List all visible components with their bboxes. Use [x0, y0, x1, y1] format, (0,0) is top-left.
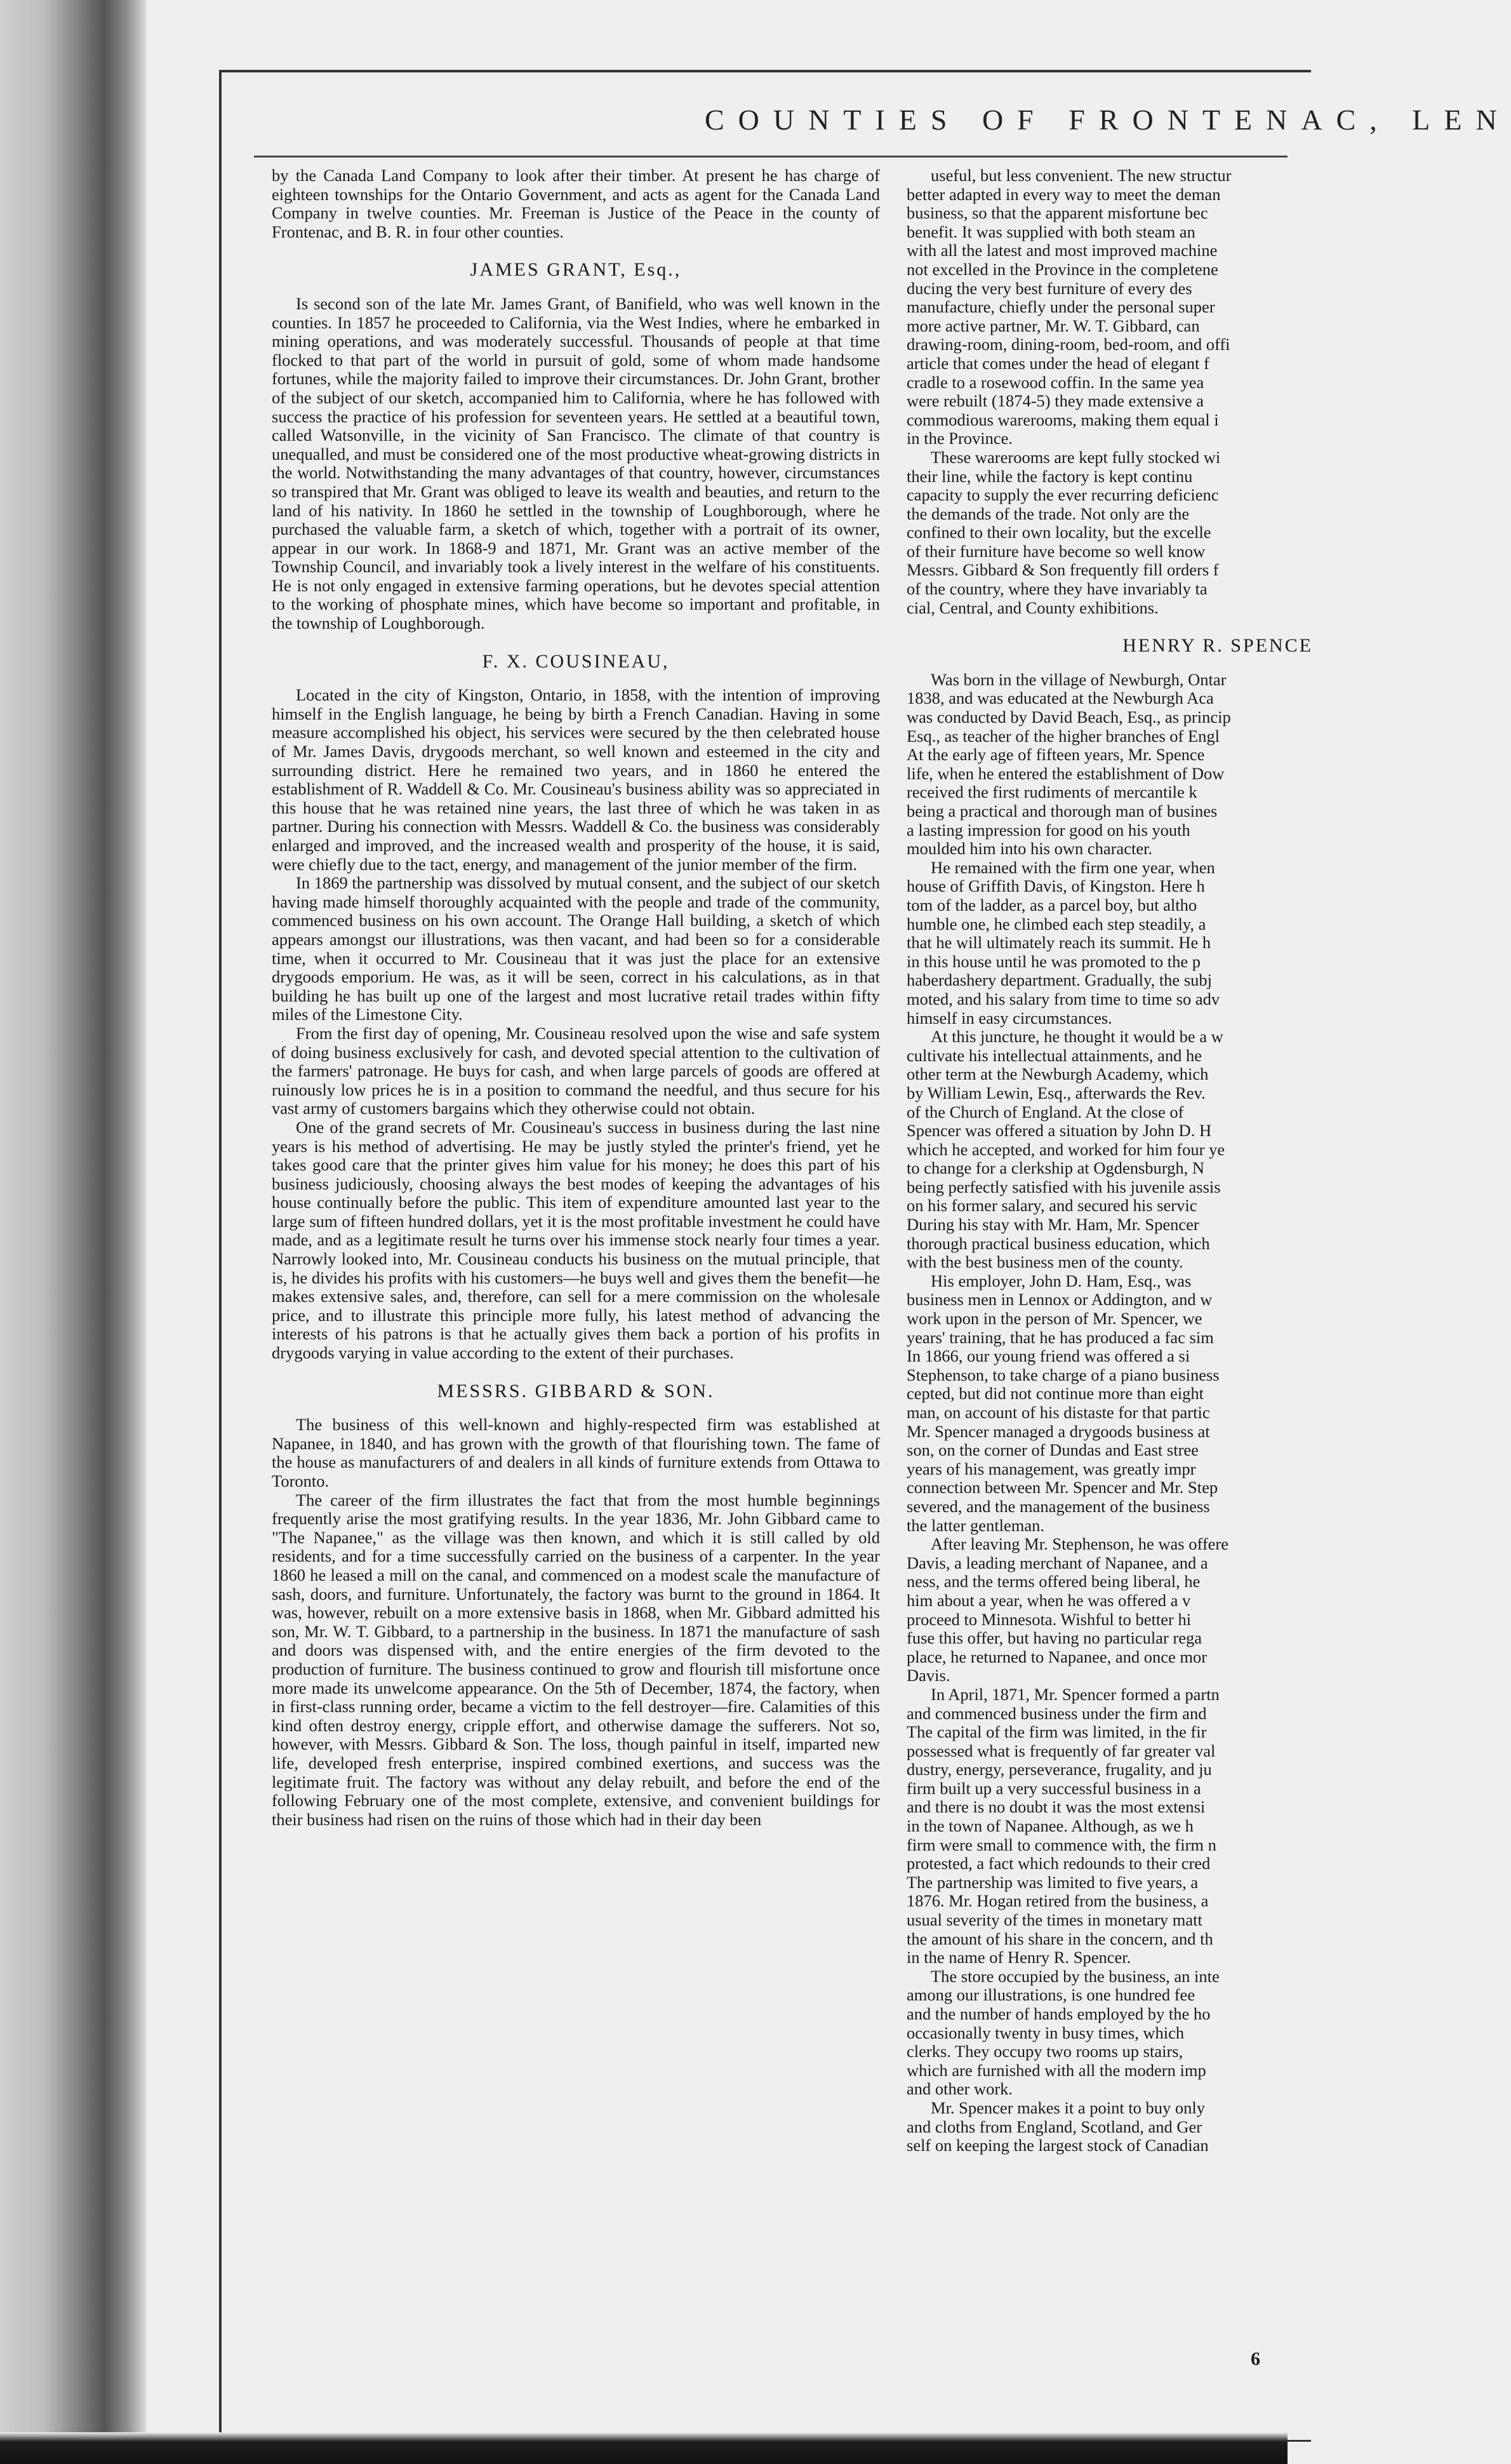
text-line: In 1866, our young friend was offered a si: [907, 1346, 1190, 1366]
text-line: At this juncture, he thought it would be a w: [931, 1027, 1223, 1047]
text-line: Spencer was offered a situation by John D. H: [907, 1121, 1212, 1141]
text-line: thorough practical business education, which: [907, 1233, 1210, 1253]
text-line: being perfectly satisfied with his juvenile assis: [907, 1177, 1221, 1196]
cousineau-paragraph-1: Located in the city of Kingston, Ontario, in 1858, with the intention of improving himself in the English language, he being by birth a French Canadian. Having in some measure accomplished his object, his services were secured by the then celebrated house of Mr. James Davis, drygoods merchant, so well known and esteemed in the city and surrounding district. Here he remained two years, and in 1860 he entered the establishment of R. Waddell & Co. Mr. Cousineau's business ability was so appreciated in this house that he was retained nine years, the last three of which he was taken in as partner. During his connection with Messrs. Waddell & Co. the business was considerably enlarged and improved, and the increased wealth and prosperity of the house, it is said, were chiefly due to the tact, energy, and management of the junior member of the firm.: [272, 685, 880, 874]
cousineau-heading: F. X. COUSINEAU,: [482, 650, 670, 672]
text-line: capacity to supply the ever recurring deficienc: [907, 485, 1219, 505]
text-line: drawing-room, dining-room, bed-room, and offi: [907, 335, 1230, 354]
text-line: among our illustrations, is one hundred fee: [907, 1985, 1195, 2005]
text-line: tom of the ladder, as a parcel boy, but altho: [907, 895, 1197, 914]
text-line: The partnership was limited to five years, a: [907, 1872, 1199, 1892]
text-line: with all the latest and most improved machine: [907, 241, 1218, 260]
gibbard-continued-block: [907, 166, 1313, 448]
text-line: the latter gentleman.: [907, 1515, 1045, 1535]
text-line: moulded him into his own character.: [907, 839, 1153, 859]
text-line: These warerooms are kept fully stocked wi: [931, 447, 1221, 467]
text-line: occasionally twenty in busy times, which: [907, 2023, 1185, 2042]
text-line: life, when he entered the establishment of Dow: [907, 763, 1225, 783]
text-line: cepted, but did not continue more than eight: [907, 1384, 1204, 1403]
text-line: protested, a fact which redounds to their cred: [907, 1854, 1211, 1873]
text-line: that he will ultimately reach its summit. He h: [907, 933, 1211, 953]
text-line: cultivate his intellectual attainments, and he: [907, 1045, 1202, 1065]
text-line: years' training, that he has produced a fac sim: [907, 1327, 1214, 1347]
page-number: 6: [1251, 2348, 1260, 2369]
cousineau-paragraph-3: From the first day of opening, Mr. Cousineau resolved upon the wise and safe system of doing business exclusively for cash, and devoted special attention to the cultivation of the farmers' patronage. He buys for cash, and when large parcels of goods are offered at ruinously low prices he is in a position to command the needful, and thus secure for his vast army of customers bargains which they otherwise could not obtain.: [272, 1023, 880, 1118]
cousineau-paragraph-4: One of the grand secrets of Mr. Cousineau's success in business during the last nine years is his method of advertising. He may be justly styled the printer's friend, yet he takes good care that the printer gives him value for his money; he does this part of his business judiciously, choosing always the best modes of keeping the advantages of his house continually before the public. This item of expenditure amounted last year to the large sum of fifteen hundred dollars, yet it is the most profitable investment he could have made, and as a legitimate result he turns over his immense stock nearly four times a year. Narrowly looked into, Mr. Cousineau conducts his business on the mutual principle, that is, he divides his profits with his customers—he buys well and gives them the benefit—he makes extensive sales, and, therefore, can sell for a mere commission on the wholesale price, and to illustrate this principle more fully, his latest method of advancing the interests of his patrons is that he actually gives them back a portion of his profits in drygoods varying in value according to the extent of their purchases.: [272, 1117, 880, 1363]
text-line: was conducted by David Beach, Esq., as princip: [907, 707, 1231, 727]
text-line: After leaving Mr. Stephenson, he was offere: [931, 1534, 1229, 1554]
text-line: in this house until he was promoted to the p: [907, 951, 1201, 971]
spencer-block: [907, 671, 1313, 2155]
text-line: the amount of his share in the concern, and th: [907, 1929, 1213, 1948]
text-line: ness, and the terms offered being liberal, he: [907, 1572, 1201, 1591]
text-line: in the town of Napanee. Although, as we h: [907, 1816, 1194, 1836]
text-line: Esq., as teacher of the higher branches of Engl: [907, 726, 1220, 746]
text-line: work upon in the person of Mr. Spencer, we: [907, 1309, 1202, 1329]
text-line: 1876. Mr. Hogan retired from the business, a: [907, 1891, 1209, 1911]
header-rule: [254, 156, 1288, 157]
text-line: a lasting impression for good on his youth: [907, 820, 1190, 840]
text-line: of their furniture have become so well know: [907, 541, 1206, 561]
text-line: benefit. It was supplied with both steam an: [907, 222, 1195, 241]
text-line: He remained with the firm one year, when: [931, 857, 1215, 877]
text-line: Stephenson, to take charge of a piano business: [907, 1365, 1220, 1384]
text-line: connection between Mr. Spencer and Mr. Step: [907, 1478, 1218, 1497]
text-line: useful, but less convenient. The new structur: [931, 166, 1232, 185]
text-line: Davis.: [907, 1666, 950, 1685]
cousineau-paragraph-2: In 1869 the partnership was dissolved by mutual consent, and the subject of our sketch having made himself thoroughly acquainted with the people and trade of the community, commenced business on his own account. The Orange Hall building, a sketch of which appears amongst our illustrations, was then vacant, and had been so for a considerable time, when it occurred to Mr. Cousineau that it was just the place for an extensive drygoods emporium. He was, as it will be seen, correct in his calculations, as in that building he has built up one of the largest and most lucrative retail trades within fifty miles of the Limestone City.: [272, 873, 880, 1024]
text-line: At the early age of fifteen years, Mr. Spence: [907, 745, 1205, 765]
text-line: business, so that the apparent misfortune bec: [907, 203, 1208, 223]
text-line: During his stay with Mr. Ham, Mr. Spencer: [907, 1215, 1199, 1235]
text-line: of the Church of England. At the close of: [907, 1102, 1184, 1122]
text-line: possessed what is frequently of far greater val: [907, 1741, 1216, 1760]
gibbard-paragraph-2: The career of the firm illustrates the fact that from the most humble beginnings frequently arise the most gratifying results. In the year 1836, Mr. John Gibbard came to "The Napanee," as the village was then known, and which it is still called by old residents, and for a time successfully carried on the business of a carpenter. In the year 1860 he leased a mill on the canal, and commenced on a modest scale the manufacture of sash, doors, and furniture. Unfortunately, the factory was burnt to the ground in 1864. It was, however, rebuilt on a more extensive basis in 1868, when Mr. Gibbard admitted his son, Mr. W. T. Gibbard, to a partnership in the business. In 1871 the manufacture of sash and doors was dispensed with, and the entire energies of the firm devoted to the production of furniture. The business continued to grow and flourish till misfortune once more made its unwelcome appearance. On the 5th of December, 1874, the factory, when in first-class running order, became a victim to the fell destroyer—fire. Calamities of this kind often destroy energy, cripple effort, and otherwise damage the sufferers. Not so, however, with Messrs. Gibbard & Son. The loss, though painful in itself, imparted new life, developed fresh enterprise, inspired combined exertions, and success was the legitimate fruit. The factory was without any delay rebuilt, and before the end of the following February one of the most complete, extensive, and convenient buildings for their business had risen on the ruins of those which had in their day been: [272, 1490, 880, 1829]
running-header: COUNTIES OF FRONTENAC, LEN: [705, 104, 1511, 136]
text-line: Mr. Spencer managed a drygoods business at: [907, 1421, 1210, 1441]
gibbard-paragraph-1: The business of this well-known and highly-respected firm was established at Napanee, in 1840, and has grown with the growth of that flourishing town. The fame of the house as manufacturers of and dealers in all kinds of furniture extends from Ottawa to Toronto.: [272, 1415, 880, 1490]
text-line: being a practical and thorough man of busines: [907, 801, 1218, 820]
text-line: and other work.: [907, 2079, 1013, 2099]
text-line: Davis, a leading merchant of Napanee, and a: [907, 1553, 1208, 1572]
text-line: of the country, where they have invariably ta: [907, 579, 1208, 599]
text-line: firm built up a very successful business in a: [907, 1778, 1201, 1798]
text-line: fuse this offer, but having no particular rega: [907, 1628, 1202, 1648]
text-line: the demands of the trade. Not only are the: [907, 504, 1190, 523]
text-line: not excelled in the Province in the completene: [907, 259, 1218, 279]
text-line: confined to their own locality, but the excelle: [907, 523, 1211, 542]
text-line: with the best business men of the county.: [907, 1252, 1183, 1272]
left-column: [272, 166, 880, 1829]
text-line: His employer, John D. Ham, Esq., was: [931, 1271, 1192, 1290]
text-line: usual severity of the times in monetary matt: [907, 1910, 1202, 1930]
freeman-continued-paragraph: by the Canada Land Company to look after their timber. At present he has charge of eighteen townships for the Ontario Government, and acts as agent for the Canada Land Company in twelve counties. Mr. Freeman is Justice of the Peace in the county of Frontenac, and B. R. in four other counties.: [272, 166, 880, 241]
text-line: on his former salary, and secured his servic: [907, 1196, 1197, 1215]
text-line: which he accepted, and worked for him four ye: [907, 1139, 1225, 1159]
text-line: Mr. Spencer makes it a point to buy only: [931, 2098, 1206, 2117]
text-line: man, on account of his distaste for that partic: [907, 1403, 1210, 1422]
text-line: and there is no doubt it was the most extensi: [907, 1797, 1206, 1817]
text-line: in the Province.: [907, 429, 1013, 448]
text-line: The capital of the firm was limited, in the fir: [907, 1722, 1207, 1742]
text-line: him about a year, when he was offered a v: [907, 1590, 1191, 1610]
text-line: commodious warerooms, making them equal i: [907, 410, 1219, 429]
text-line: place, he returned to Napanee, and once mor: [907, 1647, 1208, 1666]
grant-heading: JAMES GRANT, Esq.,: [470, 259, 682, 281]
text-line: to change for a clerkship at Ogdensburgh, N: [907, 1158, 1205, 1178]
text-line: better adapted in every way to meet the deman: [907, 184, 1221, 204]
text-line: in the name of Henry R. Spencer.: [907, 1948, 1131, 1967]
text-line: In April, 1871, Mr. Spencer formed a partn: [931, 1684, 1220, 1704]
text-line: and the number of hands employed by the ho: [907, 2004, 1211, 2023]
text-line: were rebuilt (1874-5) they made extensive a: [907, 391, 1204, 411]
text-line: son, on the corner of Dundas and East stree: [907, 1440, 1199, 1460]
text-line: by William Lewin, Esq., afterwards the Rev.: [907, 1083, 1206, 1102]
text-line: and cloths from England, Scotland, and Ger: [907, 2117, 1202, 2136]
bottom-edge-shadow: [0, 2432, 1288, 2464]
text-line: severed, and the management of the business: [907, 1496, 1210, 1516]
book-spine-shadow: [0, 0, 146, 2464]
text-line: received the first rudiments of mercantile k: [907, 782, 1197, 802]
text-line: ducing the very best furniture of every des: [907, 278, 1192, 298]
spencer-heading: HENRY R. SPENCE: [1122, 635, 1313, 657]
text-line: business men in Lennox or Addington, and w: [907, 1290, 1213, 1309]
text-line: proceed to Minnesota. Wishful to better hi: [907, 1609, 1192, 1629]
text-line: self on keeping the largest stock of Canadian: [907, 2136, 1209, 2155]
text-line: house of Griffith Davis, of Kingston. Here h: [907, 876, 1205, 896]
text-line: manufacture, chiefly under the personal super: [907, 297, 1215, 317]
text-line: himself in easy circumstances.: [907, 1008, 1112, 1028]
gibbard-warerooms-block: [907, 448, 1313, 617]
text-line: 1838, and was educated at the Newburgh Aca: [907, 688, 1214, 708]
text-line: The store occupied by the business, an inte: [931, 1966, 1220, 1986]
text-line: moted, and his salary from time to time so adv: [907, 989, 1220, 1008]
text-line: firm were small to commence with, the firm n: [907, 1835, 1216, 1854]
text-line: dustry, energy, perseverance, frugality, and ju: [907, 1760, 1212, 1779]
text-line: Was born in the village of Newburgh, Ontar: [931, 669, 1227, 689]
text-line: and commenced business under the firm and: [907, 1703, 1207, 1723]
text-line: haberdashery department. Gradually, the subj: [907, 970, 1212, 990]
text-line: cial, Central, and County exhibitions.: [907, 598, 1159, 617]
text-line: other term at the Newburgh Academy, which: [907, 1064, 1209, 1084]
text-line: clerks. They occupy two rooms up stairs,: [907, 2042, 1183, 2061]
gibbard-heading: MESSRS. GIBBARD & SON.: [437, 1380, 715, 1402]
text-line: years of his management, was greatly impr: [907, 1459, 1196, 1478]
text-line: their line, while the factory is kept continu: [907, 466, 1193, 486]
right-column: [907, 166, 1313, 2155]
text-line: article that comes under the head of elegant f: [907, 353, 1209, 373]
text-line: humble one, he climbed each step steadily, a: [907, 914, 1206, 934]
text-line: more active partner, Mr. W. T. Gibbard, can: [907, 316, 1200, 335]
grant-paragraph: Is second son of the late Mr. James Grant, of Banifield, who was well known in the counties. In 1857 he proceeded to California, via the West Indies, where he embarked in mining operations, and was moderately successful. Thousands of people at that time flocked to that part of the world in pursuit of gold, some of whom made handsome fortunes, while the majority failed to improve their circumstances. Dr. John Grant, brother of the subject of our sketch, accompanied him to California, where he has followed with success the practice of his profession for seventeen years. He settled at a beautiful town, called Watsonville, in the vicinity of San Francisco. The climate of that country is unequalled, and must be considered one of the most productive wheat-growing districts in the world. Notwithstanding the many advantages of that country, however, circumstances so transpired that Mr. Grant was obliged to leave its wealth and beauties, and return to the land of his nativity. In 1860 he settled in the township of Loughborough, where he purchased the valuable farm, a sketch of which, together with a portrait of its owner, appear in our work. In 1868-9 and 1871, Mr. Grant was an active member of the Township Council, and invariably took a lively interest in the welfare of his constituents. He is not only engaged in extensive farming operations, but he devotes special attention to the working of phosphate mines, which have become so important and profitable, in the township of Loughborough.: [272, 293, 880, 633]
text-line: which are furnished with all the modern imp: [907, 2060, 1206, 2080]
text-line: cradle to a rosewood coffin. In the same yea: [907, 372, 1204, 392]
text-line: Messrs. Gibbard & Son frequently fill orders f: [907, 560, 1219, 580]
